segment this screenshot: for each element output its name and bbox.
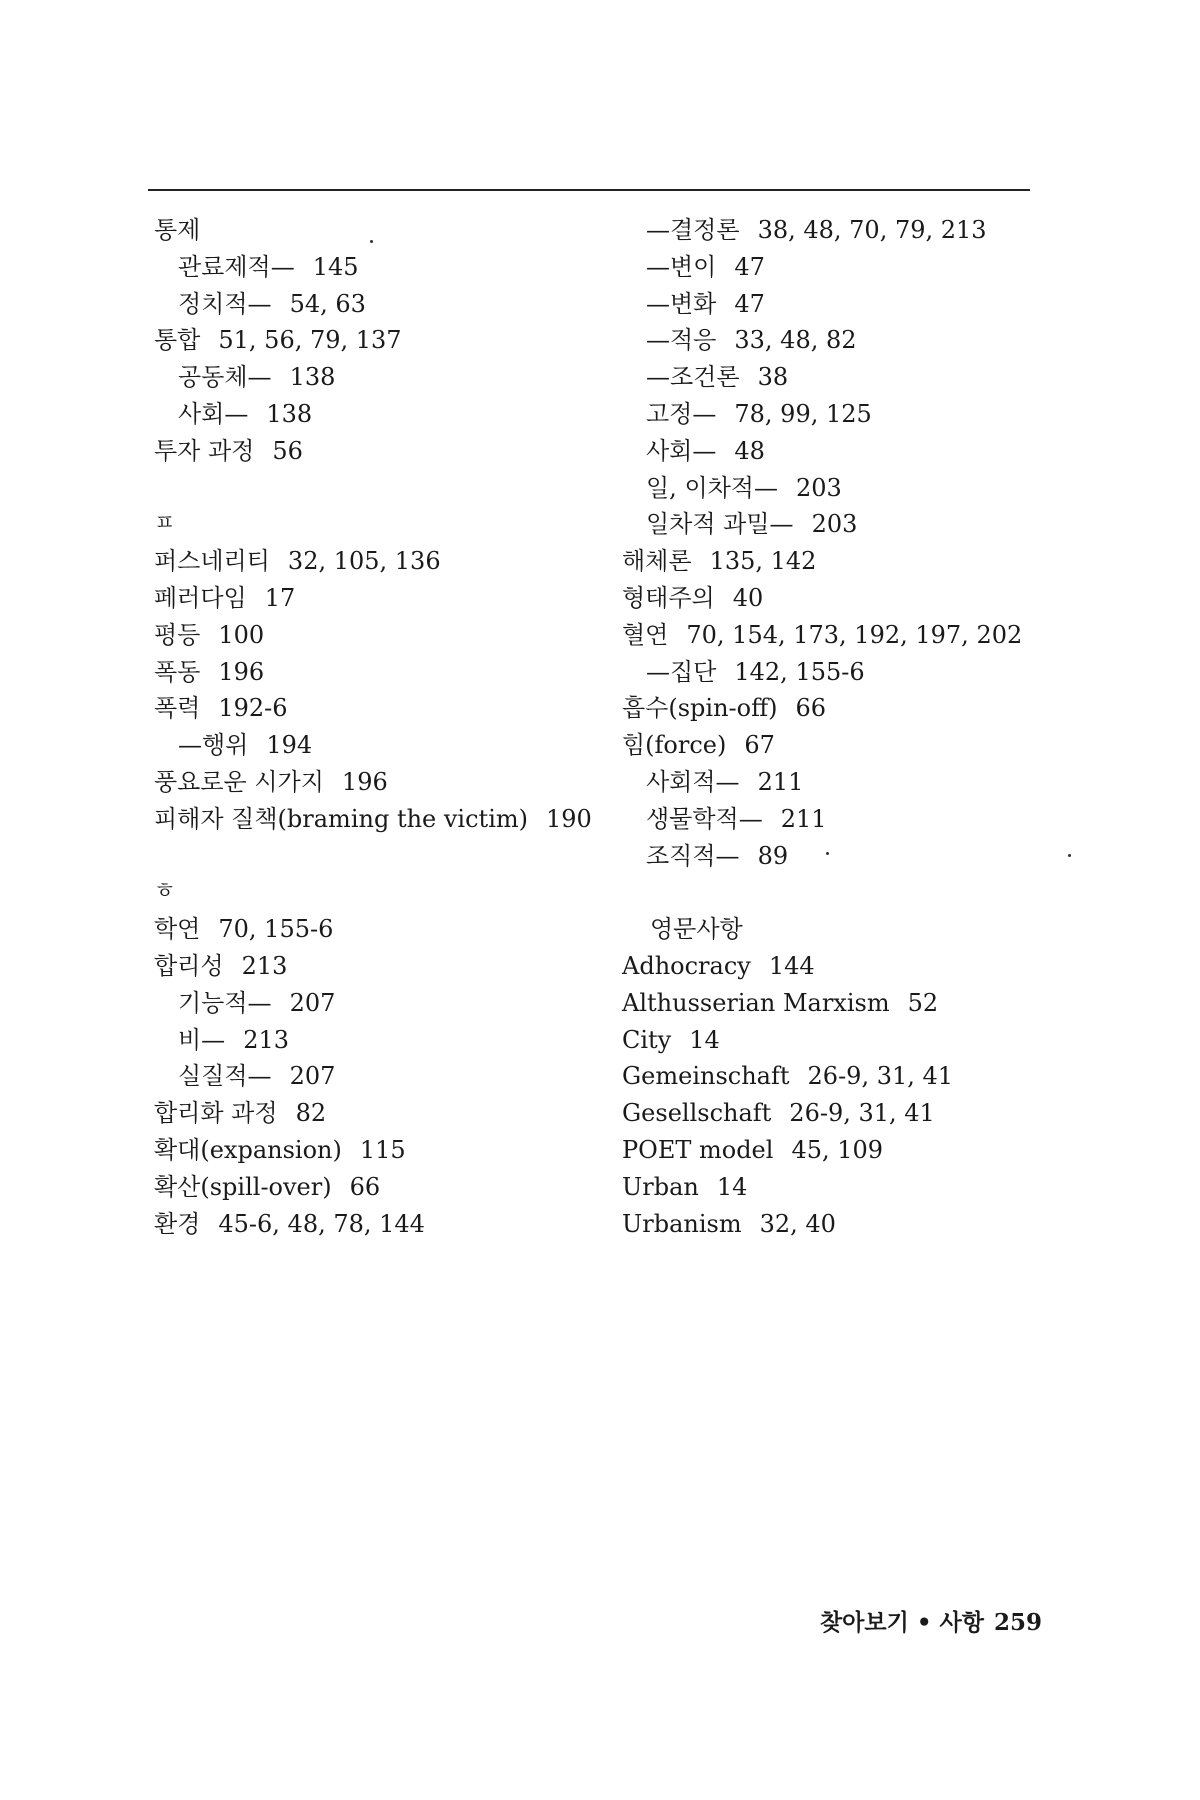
index-term: —집단 xyxy=(646,657,717,686)
index-subentry xyxy=(154,1022,594,1059)
index-entry xyxy=(154,433,594,470)
index-entry xyxy=(154,948,594,985)
index-entry xyxy=(154,801,594,838)
page-references: 100 xyxy=(218,620,265,649)
page-references: 207 xyxy=(289,988,336,1017)
page-references: 192-6 xyxy=(218,694,288,723)
page-references: 26-9, 31, 41 xyxy=(789,1099,935,1128)
index-entry xyxy=(154,690,594,727)
scan-speck xyxy=(826,852,829,855)
page-references: 203 xyxy=(796,473,842,502)
section-heading: 영문사항 xyxy=(650,915,743,944)
index-term: Urban xyxy=(622,1172,699,1201)
index-term: 사회적— xyxy=(646,767,740,796)
index-entry xyxy=(622,985,1062,1022)
page-references: 207 xyxy=(289,1062,336,1091)
page-references: 203 xyxy=(811,510,858,539)
index-entry xyxy=(622,948,1062,985)
index-term: 실질적— xyxy=(178,1062,272,1091)
index-term: 사회— xyxy=(646,436,717,465)
index-term: 투자 과정 xyxy=(154,436,255,465)
index-term: 폭력 xyxy=(154,694,201,723)
index-term: 혈연 xyxy=(622,620,669,649)
index-term: 합리화 과정 xyxy=(154,1099,278,1128)
page-references: 89 xyxy=(757,841,789,870)
section-heading: ㅍ xyxy=(154,511,176,537)
index-term: —적응 xyxy=(646,326,717,355)
index-term: Adhocracy xyxy=(622,951,751,980)
index-subentry xyxy=(622,322,1062,359)
index-term: Gemeinschaft xyxy=(622,1062,790,1091)
page-references: 138 xyxy=(289,363,336,392)
index-column-right xyxy=(622,212,1062,1242)
page-references: 115 xyxy=(359,1135,406,1164)
page-references: 38, 48, 70, 79, 213 xyxy=(757,216,987,244)
scan-speck xyxy=(1068,854,1071,857)
index-entry xyxy=(622,580,1062,617)
page-references: 135, 142 xyxy=(709,547,817,576)
page-references: 145 xyxy=(312,252,359,281)
header-rule xyxy=(148,189,1030,191)
index-term: 환경 xyxy=(154,1209,201,1238)
index-term: 학연 xyxy=(154,915,201,944)
index-term: 고정— xyxy=(646,399,717,428)
index-term: 해체론 xyxy=(622,547,692,576)
page-references: 213 xyxy=(241,951,288,980)
index-term: 페러다임 xyxy=(154,583,247,612)
index-subentry xyxy=(622,506,1062,543)
page-references: 45, 109 xyxy=(791,1135,884,1164)
index-term: 풍요로운 시가지 xyxy=(154,767,324,796)
page-references: 142, 155-6 xyxy=(734,657,865,686)
page-references: 17 xyxy=(264,583,296,612)
index-entry xyxy=(154,617,594,654)
index-entry xyxy=(154,580,594,617)
index-term: —결정론 xyxy=(646,216,740,244)
index-entry xyxy=(622,1022,1062,1059)
index-term: 피해자 질책(braming the victim) xyxy=(154,804,528,833)
index-term: 사회— xyxy=(178,399,249,428)
index-term: 일차적 과밀— xyxy=(646,510,794,539)
page-references: 213 xyxy=(243,1025,289,1054)
index-entry xyxy=(154,543,594,580)
index-entry xyxy=(154,1169,594,1206)
index-term: 통합 xyxy=(154,326,201,355)
page-references: 32, 40 xyxy=(759,1209,836,1238)
scan-speck xyxy=(370,240,373,243)
footer-section-label: 찾아보기 • 사항 xyxy=(819,1610,984,1636)
index-entry xyxy=(622,617,1062,654)
page-references: 190 xyxy=(546,804,592,833)
index-term: —변이 xyxy=(646,252,717,281)
index-term: 힘(force) xyxy=(622,731,727,760)
index-entry xyxy=(622,1169,1062,1206)
page-number: 259 xyxy=(993,1609,1042,1636)
section-spacer xyxy=(622,874,1062,911)
page-references: 56 xyxy=(272,436,303,465)
index-subentry xyxy=(154,286,594,323)
page-references: 38 xyxy=(757,363,789,392)
page-references: 33, 48, 82 xyxy=(734,326,857,355)
page-references: 32, 105, 136 xyxy=(287,547,441,576)
index-subentry xyxy=(622,764,1062,801)
page-references: 47 xyxy=(734,252,765,281)
index-entry xyxy=(622,690,1062,727)
page-references: 40 xyxy=(732,583,764,612)
index-term: 확대(expansion) xyxy=(154,1135,342,1164)
index-term: 생물학적— xyxy=(646,804,763,833)
index-subentry xyxy=(622,249,1062,286)
index-term: POET model xyxy=(622,1135,774,1164)
page-references: 78, 99, 125 xyxy=(734,399,872,428)
index-term: 조직적— xyxy=(646,841,740,870)
index-term: Urbanism xyxy=(622,1209,742,1238)
index-term: 합리성 xyxy=(154,951,224,980)
index-subentry xyxy=(622,470,1062,507)
index-subentry xyxy=(622,433,1062,470)
index-term: City xyxy=(622,1025,672,1054)
index-entry xyxy=(154,212,594,249)
page-references: 211 xyxy=(780,804,827,833)
index-entry xyxy=(154,764,594,801)
index-entry xyxy=(622,1058,1062,1095)
page-references: 211 xyxy=(757,767,804,796)
index-entry xyxy=(154,1132,594,1169)
page-references: 70, 155-6 xyxy=(218,915,334,944)
page-references: 54, 63 xyxy=(289,289,366,318)
index-term: 공동체— xyxy=(178,363,272,392)
index-term: 정치적— xyxy=(178,289,272,318)
page-references: 51, 56, 79, 137 xyxy=(218,326,402,355)
index-subentry xyxy=(622,801,1062,838)
page-references: 47 xyxy=(734,289,765,318)
index-term: —행위 xyxy=(178,731,249,760)
section-spacer xyxy=(154,838,594,875)
index-term: 기능적— xyxy=(178,988,272,1017)
section-spacer xyxy=(154,470,594,507)
index-term: 일, 이차적— xyxy=(646,473,778,502)
index-subentry xyxy=(154,727,594,764)
index-entry xyxy=(622,543,1062,580)
page-references: 45-6, 48, 78, 144 xyxy=(218,1209,425,1238)
index-entry xyxy=(622,1206,1062,1243)
index-term: 퍼스네리티 xyxy=(154,547,270,576)
index-subentry xyxy=(154,396,594,433)
index-term: Gesellschaft xyxy=(622,1099,772,1128)
index-subentry xyxy=(622,838,1062,875)
page-references: 82 xyxy=(295,1099,327,1128)
index-term: 관료제적— xyxy=(178,252,295,281)
index-subentry xyxy=(154,1058,594,1095)
index-subentry xyxy=(154,359,594,396)
index-entry xyxy=(622,1095,1062,1132)
index-term: 확산(spill-over) xyxy=(154,1172,332,1201)
index-subentry xyxy=(154,249,594,286)
index-subentry xyxy=(622,212,1062,249)
index-term: 통제 xyxy=(154,216,201,244)
index-term: 흡수(spin-off) xyxy=(622,694,778,723)
index-entry xyxy=(154,1206,594,1243)
index-entry xyxy=(154,322,594,359)
index-subentry xyxy=(622,359,1062,396)
page-references: 66 xyxy=(795,694,827,723)
page-references: 194 xyxy=(266,731,313,760)
running-footer xyxy=(820,1604,1042,1637)
page-references: 67 xyxy=(744,731,775,760)
page-references: 14 xyxy=(689,1025,720,1054)
index-entry xyxy=(154,911,594,948)
index-term: 형태주의 xyxy=(622,583,715,612)
index-term: —조건론 xyxy=(646,363,740,392)
index-term: Althusserian Marxism xyxy=(622,988,890,1017)
page-references: 66 xyxy=(349,1172,381,1201)
index-column-left xyxy=(154,212,594,1242)
page-references: 70, 154, 173, 192, 197, 202 xyxy=(686,620,1023,649)
page-references: 48 xyxy=(734,436,765,465)
index-entry xyxy=(622,727,1062,764)
section-heading: ㅎ xyxy=(154,879,176,905)
index-entry xyxy=(154,1095,594,1132)
page-references: 26-9, 31, 41 xyxy=(807,1062,954,1091)
index-subentry xyxy=(154,985,594,1022)
index-term: —변화 xyxy=(646,289,717,318)
page-references: 196 xyxy=(341,767,388,796)
index-term: 평등 xyxy=(154,620,201,649)
page-references: 52 xyxy=(907,988,939,1017)
index-term: 비— xyxy=(178,1025,226,1054)
page-references: 138 xyxy=(266,399,313,428)
index-subentry xyxy=(622,654,1062,691)
index-entry xyxy=(622,1132,1062,1169)
index-term: 폭동 xyxy=(154,657,201,686)
page-references: 144 xyxy=(768,951,815,980)
index-entry xyxy=(154,654,594,691)
index-subentry xyxy=(622,286,1062,323)
index-subentry xyxy=(622,396,1062,433)
page-references: 14 xyxy=(716,1172,748,1201)
page-references: 196 xyxy=(218,657,265,686)
